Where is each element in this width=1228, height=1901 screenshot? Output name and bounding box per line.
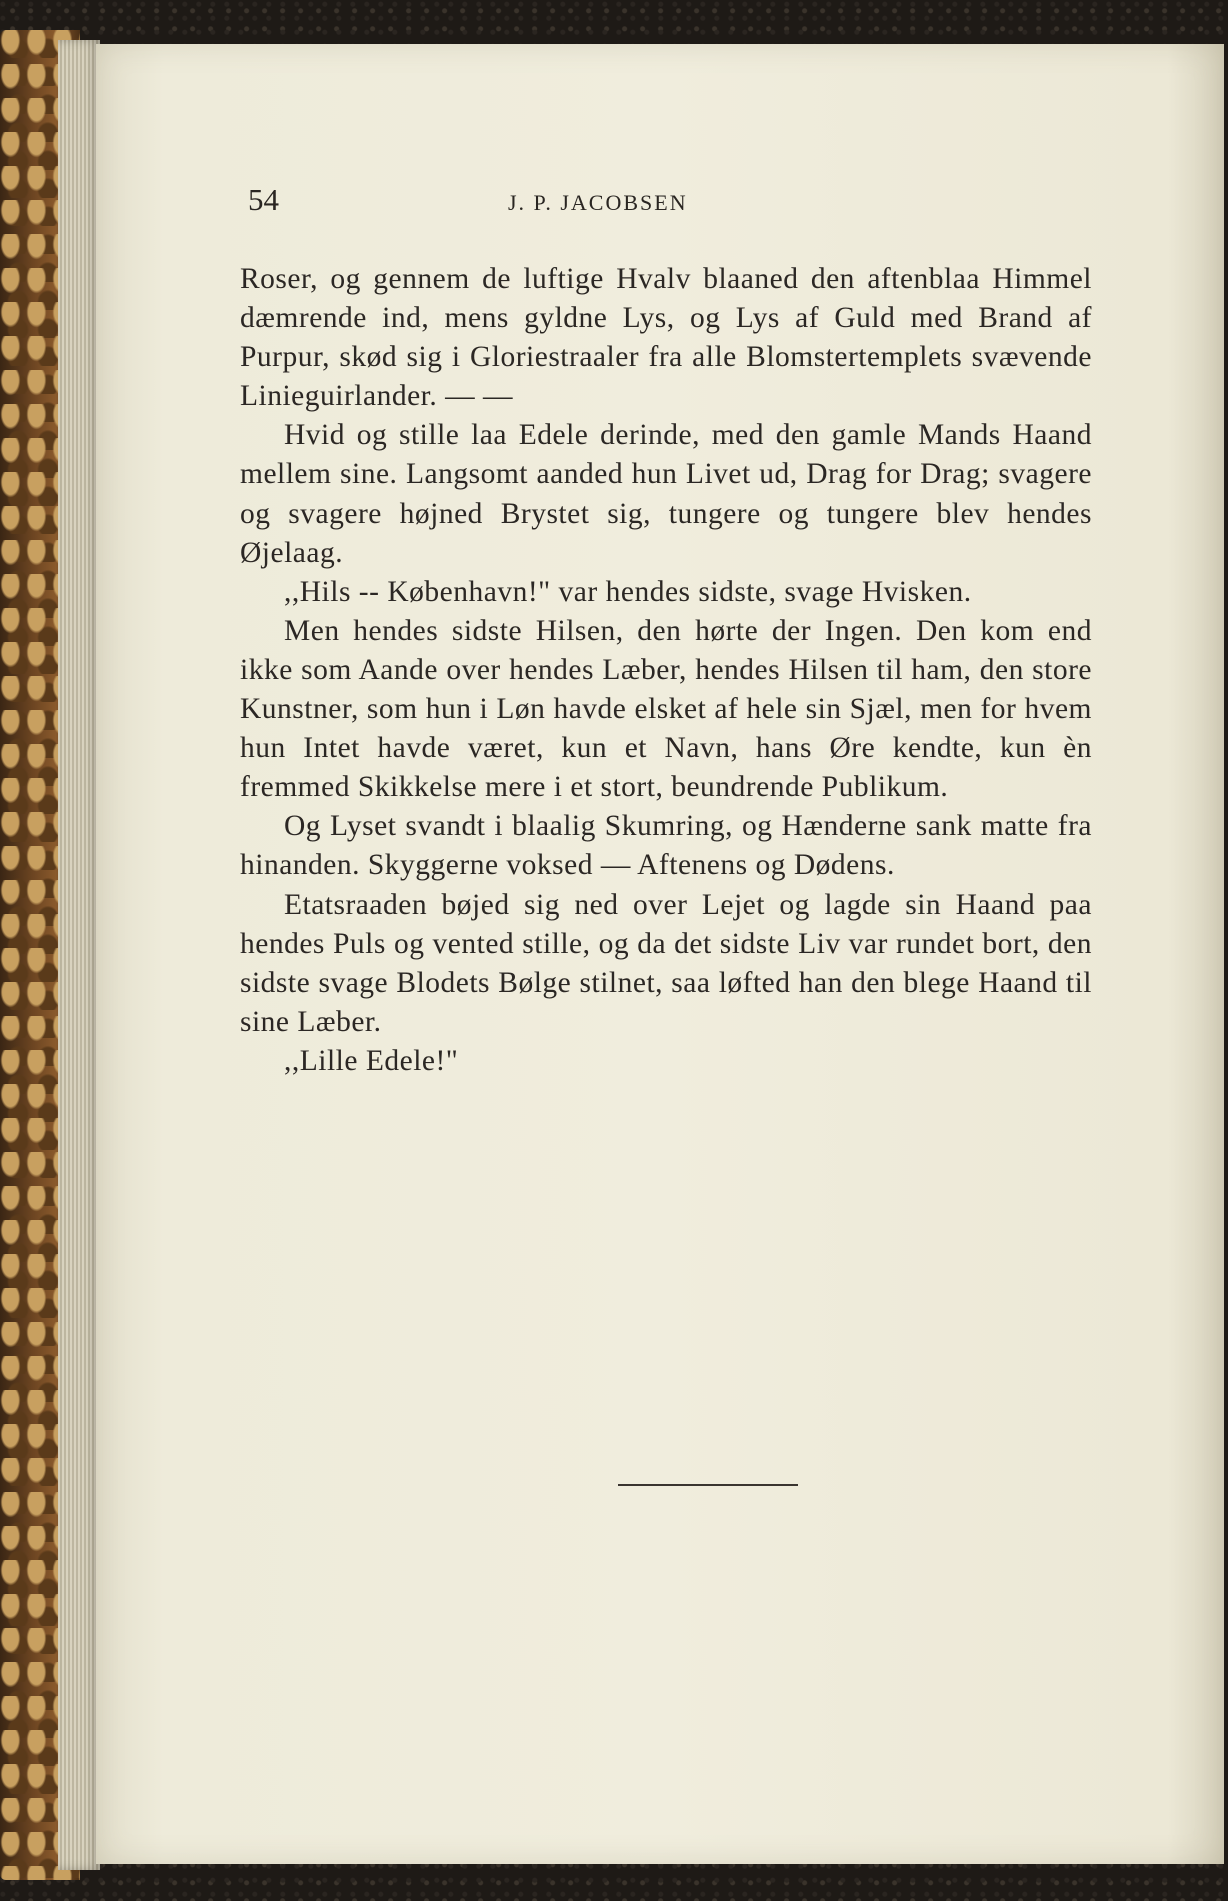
paragraph: Hvid og stille laa Edele derinde, med den gamle Mands Haand mellem sine. Langsomt aanded hun Livet ud, Drag for Drag; svagere og svagere højned Brystet sig, tungere og tungere blev hendes Øjelaag. (240, 419, 1092, 569)
paragraph: Men hendes sidste Hilsen, den hørte der Ingen. Den kom end ikke som Aande over hendes Læber, hendes Hilsen til ham, den store Kunstner, som hun i Løn havde elsket af hele sin Sjæl, men for hvem hun Intet havde været, kun et Navn, hans Øre kendte, kun èn fremmed Skikkelse mere i et stort, beundrende Publikum. (240, 614, 1092, 804)
page-number: 54 (248, 182, 279, 217)
page-stack-edges (58, 40, 100, 1870)
paragraph: Og Lyset svandt i blaalig Skumring, og Hænderne sank matte fra hinanden. Skyggerne voksed — Aftenens og Dødens. (240, 810, 1092, 882)
body-text (240, 260, 1092, 1081)
running-head: J. P. JACOBSEN (508, 190, 688, 215)
paragraph: ,,Lille Edele!" (284, 1044, 459, 1077)
section-end-rule (618, 1484, 798, 1486)
paragraph: ,,Hils -- København!" var hendes sidste, svage Hvisken. (284, 575, 972, 608)
paragraph: Roser, og gennem de luftige Hvalv blaaned den aftenblaa Himmel dæmrende ind, mens gyldne Lys, og Lys af Guld med Brand af Purpur, skød sig i Gloriestraaler fra alle Blomstertemplets svævende Linieguirlander. — — (240, 263, 1092, 413)
page-header (248, 182, 828, 222)
paragraph: Etatsraaden bøjed sig ned over Lejet og lagde sin Haand paa hendes Puls og vented stille, og da det sidste Liv var rundet bort, den sidste svage Blodets Bølge stilnet, saa løfted han den blege Haand til sine Læber. (240, 888, 1092, 1038)
